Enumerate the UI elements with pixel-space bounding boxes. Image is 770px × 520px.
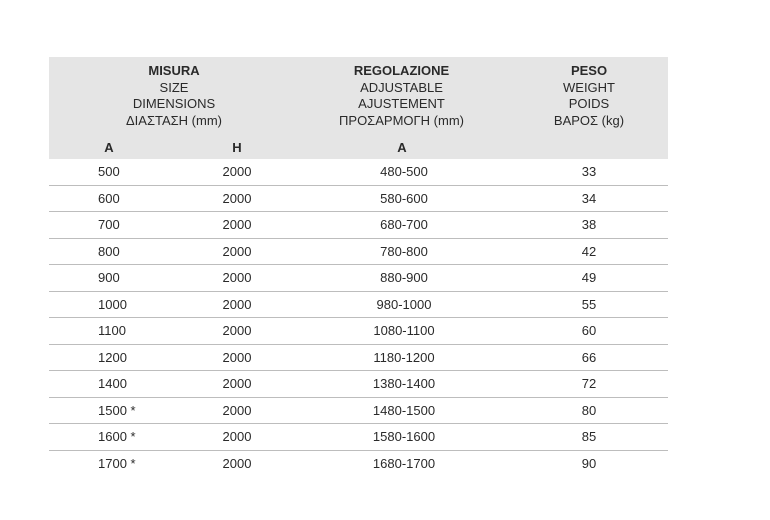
table-row: [49, 186, 668, 213]
table-row: [49, 212, 668, 239]
table-header: [49, 57, 668, 159]
size-a-cell: 1200: [98, 349, 127, 365]
weight-cell: 55: [581, 296, 597, 312]
adjustable-cell: 1080-1100: [373, 323, 435, 338]
weight-cell: 42: [581, 243, 597, 259]
weight-cell: 85: [581, 429, 597, 444]
size-h-cell: 2000: [222, 270, 252, 285]
size-header-gr: ΔΙΑΣΤΑΣΗ (mm): [125, 112, 222, 128]
adjustable-cell: 680-700: [380, 217, 428, 232]
adjustable-cell: 1680-1700: [372, 455, 436, 471]
weight-header-en: WEIGHT: [563, 79, 615, 95]
adjustable-column-header: [309, 63, 494, 129]
adjustable-cell: 1380-1400: [372, 376, 436, 391]
size-h-cell: 2000: [222, 455, 252, 471]
size-column-header: [79, 63, 269, 129]
size-h-cell: 2000: [222, 429, 252, 444]
size-h-cell: 2000: [222, 217, 252, 232]
size-h-cell: 2000: [222, 402, 252, 418]
size-a-cell: 700: [98, 217, 120, 232]
size-a-cell: 1500 *: [98, 402, 136, 418]
weight-header-gr: ΒΑΡΟΣ (kg): [553, 112, 625, 128]
table-row: [49, 451, 668, 477]
table-body: [49, 159, 668, 476]
weight-cell: 90: [581, 455, 597, 471]
adjustable-cell: 980-1000: [376, 296, 432, 312]
size-h-cell: 2000: [222, 376, 252, 391]
weight-column-header: [529, 63, 649, 129]
adjustable-cell: 880-900: [380, 270, 428, 285]
adjustable-cell: 580-600: [380, 190, 428, 206]
adjustable-cell: 780-800: [380, 243, 428, 259]
adjustable-cell: 480-500: [380, 164, 428, 179]
table-row: [49, 424, 668, 451]
spec-table: [49, 57, 668, 476]
table-row: [49, 345, 668, 372]
adjustable-cell: 1580-1600: [372, 429, 436, 444]
adjustable-cell: 1480-1500: [372, 402, 436, 418]
size-a-cell: 1700 *: [98, 455, 136, 471]
size-a-cell: 600: [98, 190, 120, 206]
subheader-adjustable-a: A: [397, 140, 407, 155]
size-h-cell: 2000: [222, 323, 252, 338]
size-a-cell: 1600 *: [98, 429, 136, 444]
size-h-cell: 2000: [222, 164, 252, 179]
size-a-cell: 500: [98, 164, 120, 179]
weight-cell: 66: [581, 349, 597, 365]
table-row: [49, 398, 668, 425]
subheader-a: A: [104, 140, 114, 155]
size-header-it: MISURA: [148, 63, 200, 78]
table-row: [49, 265, 668, 292]
size-h-cell: 2000: [222, 296, 252, 312]
table-row: [49, 292, 668, 319]
size-header-fr: DIMENSIONS: [132, 96, 216, 111]
weight-cell: 38: [581, 217, 597, 232]
size-a-cell: 800: [98, 243, 120, 259]
size-h-cell: 2000: [222, 243, 252, 259]
size-a-cell: 1100: [98, 323, 126, 338]
weight-cell: 80: [581, 402, 597, 418]
adjustable-header-fr: AJUSTEMENT: [358, 96, 445, 111]
adjustable-header-it: REGOLAZIONE: [353, 63, 450, 78]
weight-header-it: PESO: [570, 63, 608, 78]
adjustable-header-en: ADJUSTABLE: [360, 79, 443, 95]
size-a-cell: 900: [98, 270, 120, 285]
table-row: [49, 159, 668, 186]
table-row: [49, 239, 668, 266]
weight-cell: 34: [581, 190, 597, 206]
size-a-cell: 1400: [98, 376, 127, 391]
weight-cell: 60: [581, 323, 597, 338]
size-h-cell: 2000: [222, 349, 252, 365]
weight-header-fr: POIDS: [568, 96, 610, 111]
size-h-cell: 2000: [222, 190, 252, 206]
table-row: [49, 371, 668, 398]
adjustable-cell: 1180-1200: [373, 349, 435, 365]
size-a-cell: 1000: [98, 296, 127, 312]
subheader-h: H: [232, 140, 242, 155]
adjustable-header-gr: ΠΡΟΣΑΡΜΟΓΗ (mm): [339, 112, 464, 128]
weight-cell: 33: [581, 164, 597, 179]
size-header-en: SIZE: [159, 79, 189, 95]
weight-cell: 49: [581, 270, 597, 285]
weight-cell: 72: [581, 376, 597, 391]
table-row: [49, 318, 668, 345]
